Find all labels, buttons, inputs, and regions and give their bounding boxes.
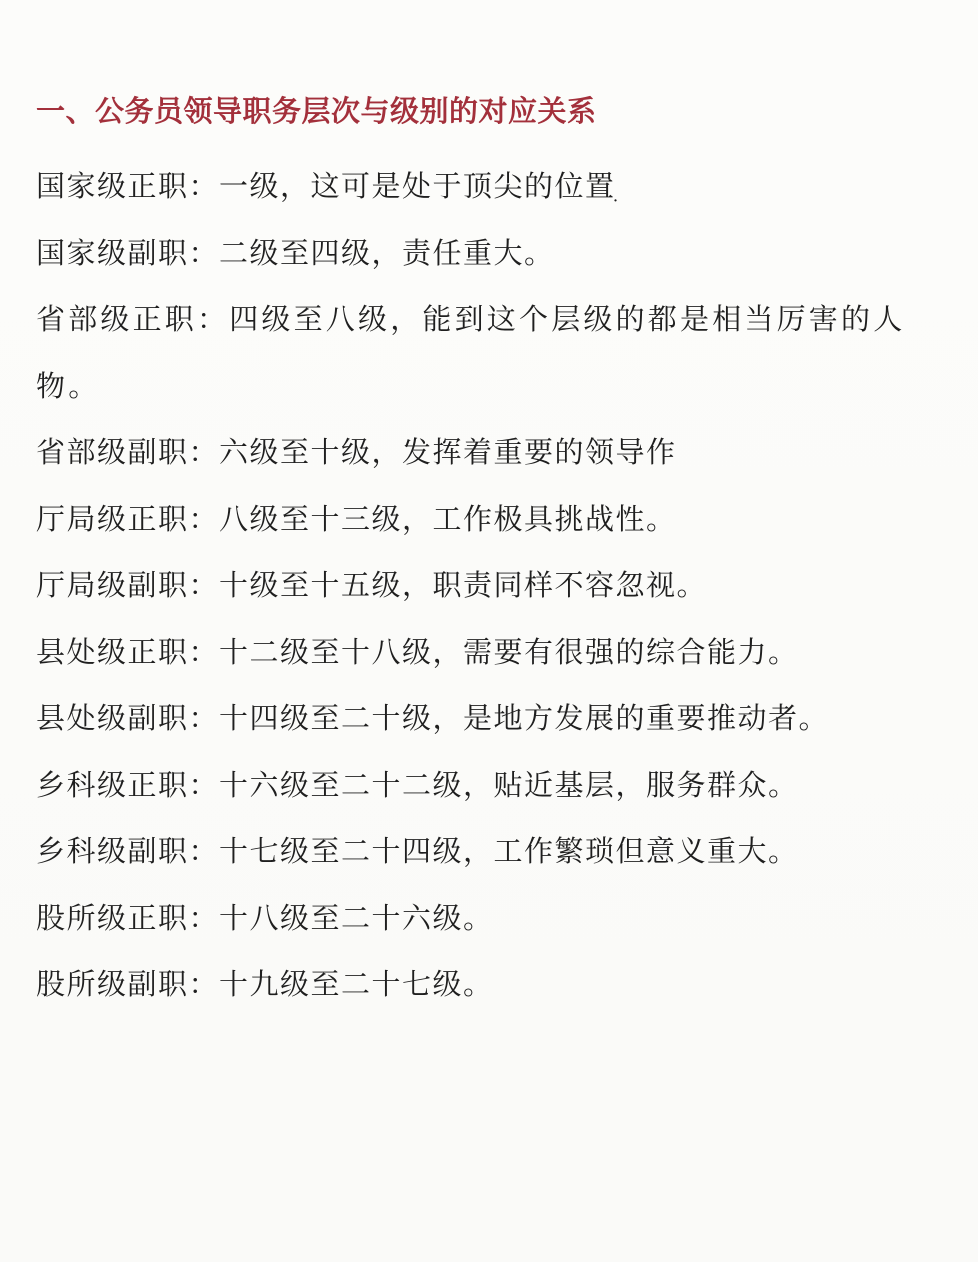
rank-label: 省部级副职：: [36, 435, 220, 469]
list-item: [36, 552, 946, 619]
level-description: 一级，这可是处于顶尖的位置ׅ: [219, 169, 618, 203]
list-item: [36, 153, 946, 220]
list-item: [36, 685, 946, 752]
document-content: [36, 86, 946, 1018]
list-item: [36, 619, 946, 686]
level-description: 十七级至二十四级，工作繁琐但意义重大。: [219, 834, 799, 868]
rank-label: 股所级正职：: [36, 900, 220, 935]
list-item: [36, 286, 946, 419]
rank-label: 厅局级正职：: [36, 501, 220, 536]
rank-label: 县处级副职：: [36, 701, 220, 735]
rank-level-list: [36, 153, 946, 1018]
level-description: 四级至八级，能到这个层级的都是相当厉害的人物。: [36, 302, 906, 403]
rank-label: 乡科级副职：: [36, 834, 220, 868]
level-description: 十二级至十八级，需要有很强的综合能力。: [219, 634, 799, 669]
list-item: [36, 818, 946, 885]
list-item: [36, 419, 946, 486]
list-item: [36, 486, 946, 553]
section-heading: 一、公务员领导职务层次与级别的对应关系: [36, 94, 597, 128]
rank-label: 省部级正职：: [36, 302, 230, 336]
level-description: 八级至十三级，工作极具挑战性。: [219, 501, 677, 536]
level-description: 十八级至二十六级。: [219, 900, 494, 935]
list-item: [36, 951, 946, 1018]
rank-label: 厅局级副职：: [36, 568, 220, 602]
level-description: 十级至十五级，职责同样不容忽视。: [219, 568, 708, 602]
level-description: 二级至四级，责任重大。: [219, 235, 555, 270]
level-description: 六级至十级，发挥着重要的领导作: [219, 435, 677, 469]
rank-label: 股所级副职：: [36, 967, 220, 1001]
rank-label: 国家级正职：: [36, 169, 220, 203]
level-description: 十九级至二十七级。: [219, 967, 494, 1001]
list-item: [36, 885, 946, 952]
level-description: 十六级至二十二级，贴近基层，服务群众。: [219, 767, 799, 802]
rank-label: 县处级正职：: [36, 634, 220, 669]
level-description: 十四级至二十级，是地方发展的重要推动者。: [219, 701, 830, 735]
list-item: [36, 220, 946, 287]
rank-label: 乡科级正职：: [36, 767, 220, 802]
list-item: [36, 752, 946, 819]
rank-label: 国家级副职：: [36, 235, 220, 270]
